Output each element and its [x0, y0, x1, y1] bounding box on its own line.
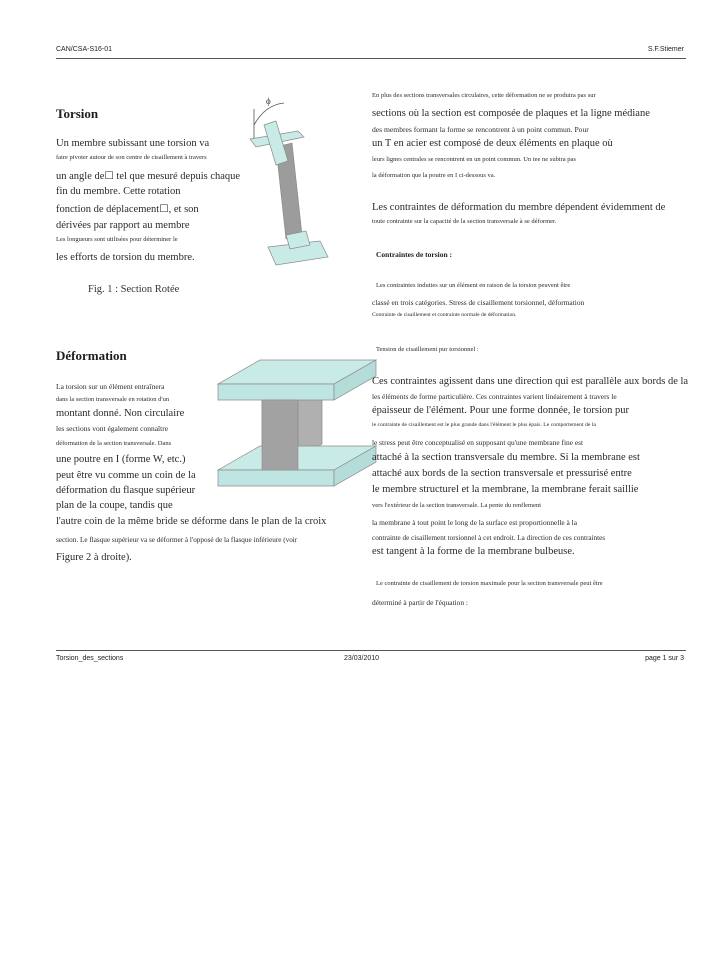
- beam-top-flange-front: [218, 384, 334, 400]
- figure1-caption: Fig. 1 : Section Rotée: [88, 284, 180, 295]
- body-line: Ces contraintes agissent dans une direction qui est parallèle aux bords de la: [372, 376, 689, 387]
- intro-line: des membres formant la forme se rencontrent à un point commun. Pour: [372, 125, 589, 134]
- footer-filename: Torsion_des_sections: [56, 655, 124, 662]
- deformation-line: dans la section transversale en rotation d'un: [56, 396, 170, 403]
- torsion-line: Les longueurs sont utilisées pour déterminer le: [56, 236, 178, 243]
- intro-line: un T en acier est composé de deux éléments en plaque où: [372, 138, 613, 149]
- torsion-line: Un membre subissant une torsion va: [56, 138, 210, 149]
- footer-date: 23/03/2010: [344, 655, 380, 662]
- beam-bottom-flange-front: [218, 470, 334, 486]
- tension-label: Tension de cisaillement pur torsionnel :: [376, 346, 479, 353]
- torsion-line: les efforts de torsion du membre.: [56, 252, 195, 263]
- deformation-line: les sections vont également connaître: [56, 424, 169, 433]
- intro-line: la déformation que la poutre en I ci-dessous va.: [372, 172, 496, 179]
- body-line: est tangent à la forme de la membrane bulbeuse.: [372, 546, 575, 557]
- torsion-line: faire pivoter autour de son centre de cisaillement à travers: [56, 154, 207, 161]
- categories-line: classé en trois catégories. Stress de cisaillement torsionnel, déformation: [372, 298, 585, 307]
- deformation-line: l'autre coin de la même bride se déforme dans le plan de la croix: [56, 516, 327, 527]
- body-line: le contrainte de cisaillement est le plus grande dans l'élément le plus épais. Le comportement de la: [372, 422, 596, 428]
- deformation-line: Figure 2 à droite).: [56, 552, 132, 563]
- final-line: déterminé à partir de l'équation :: [372, 598, 468, 607]
- intro-line: sections où la section est composée de plaques et la ligne médiane: [372, 108, 650, 119]
- torsion-line: fonction de déplacement☐, et son: [56, 204, 199, 215]
- deformation-line: montant donné. Non circulaire: [56, 408, 185, 419]
- stress-line: Les contraintes de déformation du membre dépendent évidemment de: [372, 202, 666, 213]
- intro-line: leurs lignes centrales se rencontrent en un point commun. Un tee ne subira pas: [372, 156, 576, 163]
- categories-line: Les contraintes induites sur un élément en raison de la torsion peuvent être: [376, 282, 571, 289]
- stress-line: toute contrainte sur la capacité de la section transversale à se déformer.: [372, 218, 557, 225]
- body-line: attaché à la section transversale du membre. Si la membrane est: [372, 452, 640, 463]
- deformation-line: déformation de la section transversale. Dans: [56, 440, 172, 447]
- header-doc-code: CAN/CSA-S16-01: [56, 46, 113, 53]
- torsion-title: Torsion: [56, 106, 99, 121]
- footer-rule: [56, 650, 686, 651]
- body-line: les éléments de forme particulière. Ces contraintes varient linéairement à travers le: [372, 392, 617, 401]
- i-beam-figure: [210, 354, 382, 518]
- torsion-line: fin du membre. Cette rotation: [56, 186, 181, 197]
- deformation-line: plan de la coupe, tandis que: [56, 500, 173, 511]
- angle-arc: [254, 103, 284, 125]
- deformation-line: déformation du flasque supérieur: [56, 485, 196, 496]
- deformation-title: Déformation: [56, 348, 127, 363]
- categories-line: Contrainte de cisaillement et contrainte normale de déformation.: [372, 312, 517, 318]
- body-line: le membre structurel et la membrane, la membrane ferait saillie: [372, 484, 639, 495]
- torsion-line: un angle de☐ tel que mesuré depuis chaque: [56, 171, 241, 182]
- angle-label: ϕ: [266, 96, 271, 106]
- contraintes-heading: Contraintes de torsion :: [376, 250, 453, 259]
- deformation-line: La torsion sur un élément entraînera: [56, 382, 165, 391]
- rotated-section-figure: [240, 95, 350, 275]
- body-line: le stress peut être conceptualisé en supposant qu'une membrane fine est: [372, 438, 584, 447]
- intro-line: En plus des sections transversales circulaires, cette déformation ne se produira pas sur: [372, 92, 596, 99]
- header-rule: [56, 58, 686, 59]
- torsion-line: dérivées par rapport au membre: [56, 220, 190, 231]
- final-line: Le contrainte de cisaillement de torsion maximale pour la section transversale peut être: [376, 580, 603, 587]
- footer-page-number: page 1 sur 3: [645, 655, 684, 662]
- body-line: contrainte de cisaillement torsionnel à cet endroit. La direction de ces contraintes: [372, 534, 606, 542]
- beam-web-front: [262, 400, 298, 470]
- body-line: la membrane à tout point le long de la surface est proportionnelle à la: [372, 518, 578, 527]
- deformation-line: une poutre en I (forme W, etc.): [56, 454, 186, 465]
- body-line: attaché aux bords de la section transversale et pressurisé entre: [372, 468, 632, 479]
- body-line: épaisseur de l'élément. Pour une forme donnée, le torsion pur: [372, 405, 630, 416]
- header-author: S.F.Stiemer: [647, 46, 684, 53]
- deformation-line: peut être vu comme un coin de la: [56, 470, 196, 481]
- body-line: vers l'extérieur de la section transversale. La pente du renflement: [372, 502, 542, 509]
- deformation-line: section. Le flasque supérieur va se déformer à l'opposé de la flasque inférieure (voir: [56, 536, 298, 544]
